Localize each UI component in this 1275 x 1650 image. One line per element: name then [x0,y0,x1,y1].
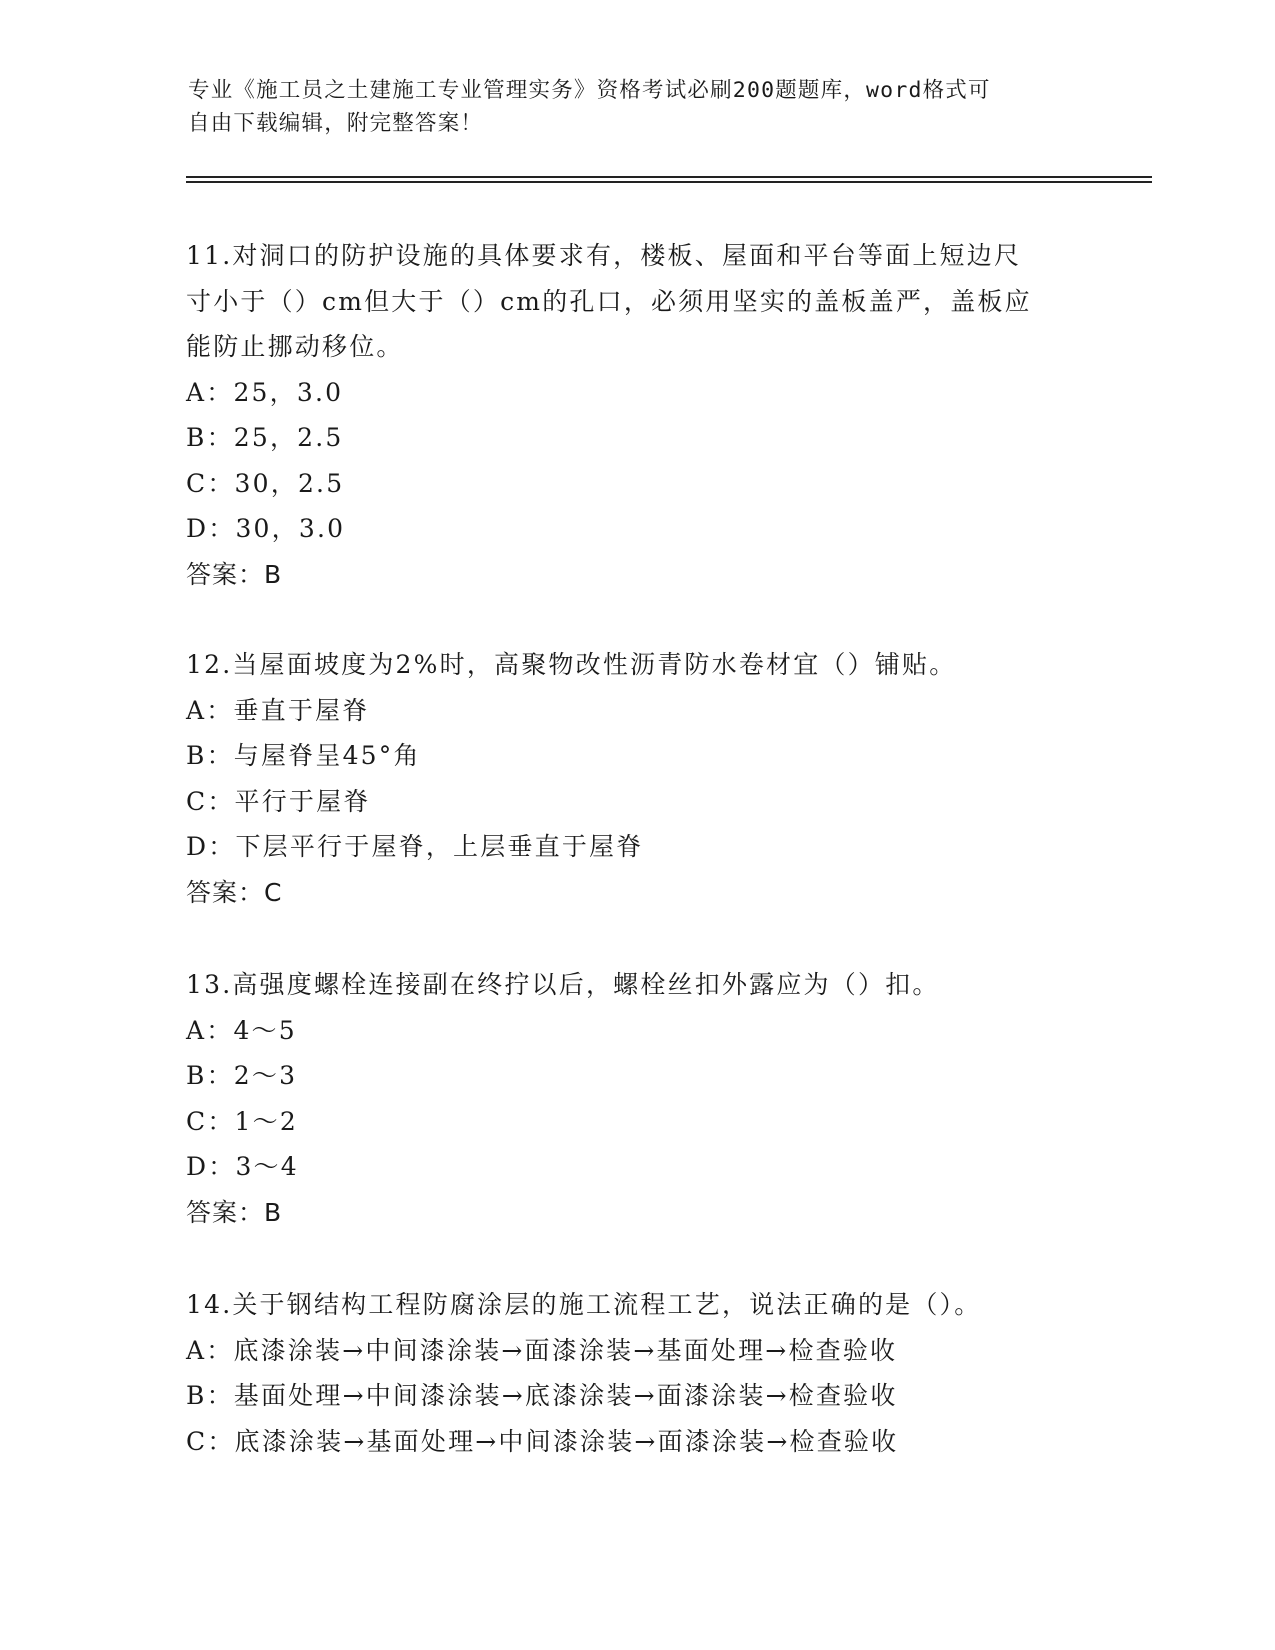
header-divider-top [186,176,1152,178]
question-stem [186,642,1086,688]
question-stem-line: 寸小于（）cm但大于（）cm的孔口，必须用坚实的盖板盖严，盖板应 [186,286,1032,316]
option-a: A：4～5 [186,1015,297,1045]
header-title-line-1: 专业《施工员之土建施工专业管理实务》资格考试必刷200题题库，word格式可 [188,78,991,103]
option-b: B：基面处理→中间漆涂装→底漆涂装→面漆涂装→检查验收 [186,1381,898,1410]
option-b: B：与屋脊呈45°角 [186,741,421,770]
question-stem-line: 13.高强度螺栓连接副在终拧以后，螺栓丝扣外露应为（）扣。 [186,970,940,999]
option-c: C：平行于屋脊 [186,786,371,816]
answer-line: 答案：B [186,1197,283,1227]
option-c: C：30，2.5 [186,468,345,498]
question-stem-line: 14.关于钢结构工程防腐涂层的施工流程工艺，说法正确的是（）。 [186,1290,982,1319]
answer-line: 答案：B [186,559,283,589]
question-stem [186,962,1086,1008]
question-stem-line: 11.对洞口的防护设施的具体要求有，楼板、屋面和平台等面上短边尺 [186,241,1022,270]
option-b: B：25，2.5 [186,423,344,452]
option-a: A：25，3.0 [186,377,344,407]
answer-line: 答案：C [186,877,283,907]
option-d: D：30，3.0 [186,514,346,543]
question-stem-line: 能防止挪动移位。 [186,332,404,361]
header-title-line-2: 自由下载编辑，附完整答案！ [188,111,484,136]
question-stem-line: 12.当屋面坡度为2%时，高聚物改性沥青防水卷材宜（）铺贴。 [186,650,957,679]
document-header [188,74,1088,140]
option-a: A：底漆涂装→中间漆涂装→面漆涂装→基面处理→检查验收 [186,1335,898,1365]
option-d: D：3～4 [186,1152,299,1181]
question-13 [186,962,1086,1235]
option-c: C：底漆涂装→基面处理→中间漆涂装→面漆涂装→检查验收 [186,1426,899,1456]
option-a: A：垂直于屋脊 [186,695,370,725]
question-12 [186,642,1086,915]
question-stem [186,233,1086,370]
option-c: C：1～2 [186,1106,298,1136]
question-stem [186,1282,1086,1328]
option-d: D：下层平行于屋脊，上层垂直于屋脊 [186,832,644,861]
question-11 [186,233,1086,597]
header-divider-bottom [186,181,1152,183]
option-b: B：2～3 [186,1061,298,1090]
question-14 [186,1282,1086,1464]
